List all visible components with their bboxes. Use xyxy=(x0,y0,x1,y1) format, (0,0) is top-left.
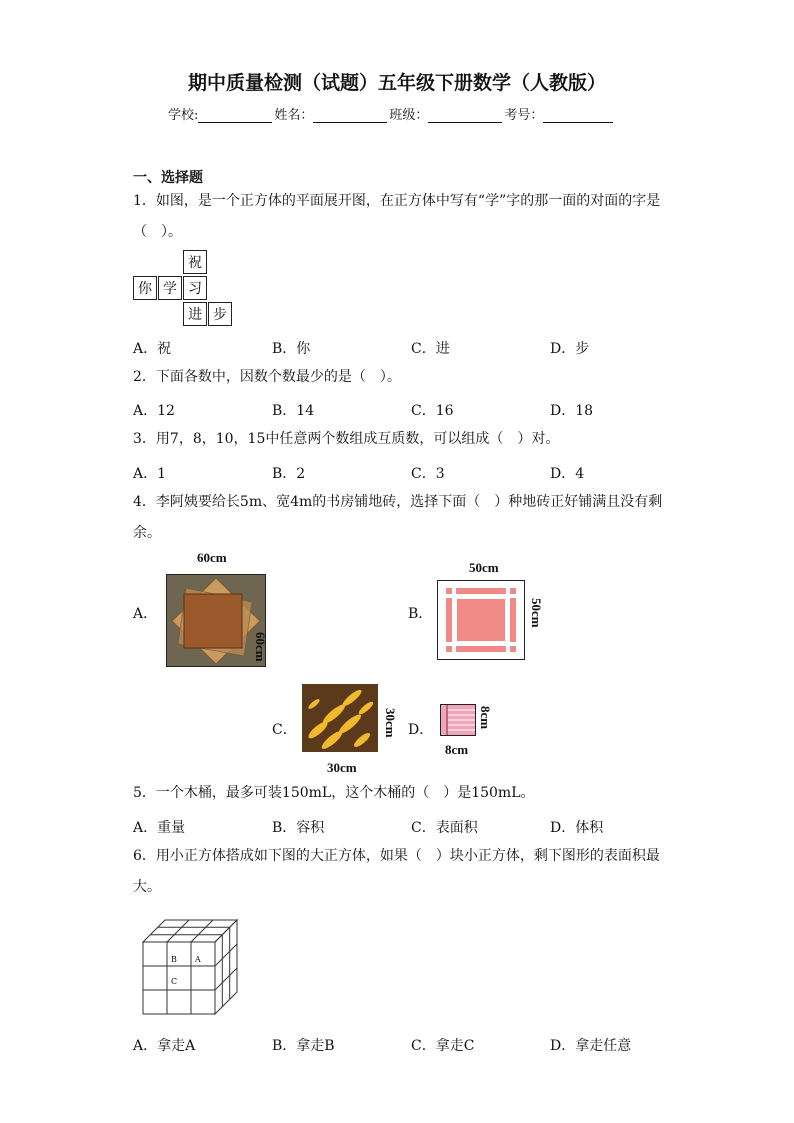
tile-b-figure[interactable] xyxy=(437,580,525,660)
cube-label-a: A xyxy=(195,955,201,964)
question-2-options xyxy=(133,400,689,420)
tile-c-figure[interactable] xyxy=(302,684,378,752)
option-a[interactable]: A．1 xyxy=(133,466,167,482)
option-d[interactable]: D．步 xyxy=(550,341,590,357)
cube-figure xyxy=(140,917,242,1019)
question-6-options xyxy=(133,1035,689,1055)
question-1-options xyxy=(133,338,689,358)
option-b[interactable]: B．你 xyxy=(272,341,311,357)
school-label: 学校: xyxy=(168,108,199,123)
page-title: 期中质量检测（试题）五年级下册数学（人教版） xyxy=(187,72,606,94)
option-a[interactable]: A．拿走A xyxy=(133,1038,196,1054)
question-5-options xyxy=(133,817,689,837)
question-1-text: 1．如图，是一个正方体的平面展开图，在正方体中写有“学”字的那一面的对面的字是（ ）。 xyxy=(133,193,661,240)
option-b[interactable]: B．14 xyxy=(272,403,315,419)
tile-d-side-dim: 8cm xyxy=(478,706,493,730)
tile-c-side-dim: 30cm xyxy=(383,708,398,738)
net-cell-ni: 你 xyxy=(133,276,157,300)
net-cell-zhu: 祝 xyxy=(183,250,207,274)
tile-a-figure[interactable] xyxy=(166,574,266,667)
option-d[interactable]: D．18 xyxy=(550,403,594,419)
option-a[interactable]: A．12 xyxy=(133,403,175,419)
option-d[interactable]: D．4 xyxy=(550,466,585,482)
tile-d-label[interactable]: D． xyxy=(408,722,434,738)
tile-b-top-dim: 50cm xyxy=(469,560,499,575)
student-info xyxy=(168,104,615,123)
option-c[interactable]: C．拿走C xyxy=(411,1038,475,1054)
question-4-text: 4．李阿姨要给长5m、宽4m的书房铺地砖，选择下面（ ）种地砖正好铺满且没有剩余。 xyxy=(133,494,663,541)
name-blank[interactable] xyxy=(313,110,387,123)
option-d[interactable]: D．拿走任意 xyxy=(550,1038,632,1054)
option-b[interactable]: B．拿走B xyxy=(272,1038,335,1054)
net-cell-bu: 步 xyxy=(208,302,232,326)
tile-c-label[interactable]: C． xyxy=(272,722,297,738)
option-c[interactable]: C．进 xyxy=(411,341,450,357)
question-6-text: 6．用小正方体搭成如下图的大正方体，如果（ ）块小正方体，剩下图形的表面积最大。 xyxy=(133,848,660,895)
tile-d-figure[interactable] xyxy=(440,704,476,736)
option-a[interactable]: A．祝 xyxy=(133,341,172,357)
tile-a-top-dim: 60cm xyxy=(197,550,227,565)
tile-c-bottom-dim: 30cm xyxy=(327,760,357,775)
class-blank[interactable] xyxy=(428,110,502,123)
tile-b-label[interactable]: B． xyxy=(408,606,433,622)
tile-a-label[interactable]: A． xyxy=(133,606,158,622)
number-blank[interactable] xyxy=(543,110,613,123)
name-label: 姓名： xyxy=(274,108,314,123)
cube-label-c: C xyxy=(171,977,178,986)
tile-b-side-dim: 50cm xyxy=(529,598,544,628)
question-2-text: 2．下面各数中，因数个数最少的是（ ）。 xyxy=(133,369,401,385)
question-3-options xyxy=(133,463,689,483)
option-c[interactable]: C．表面积 xyxy=(411,820,478,836)
school-blank[interactable] xyxy=(198,110,272,123)
net-cell-xi: 习 xyxy=(183,276,207,300)
cube-label-b: B xyxy=(171,955,177,964)
tile-a-side-dim: 60cm xyxy=(253,632,268,662)
option-b[interactable]: B．2 xyxy=(272,466,306,482)
question-5-text: 5．一个木桶，最多可装150mL，这个木桶的（ ）是150mL。 xyxy=(133,785,535,801)
number-label: 考号： xyxy=(504,108,544,123)
option-c[interactable]: C．3 xyxy=(411,466,445,482)
tile-d-bottom-dim: 8cm xyxy=(445,742,469,757)
net-cell-xue: 学 xyxy=(158,276,182,300)
option-c[interactable]: C．16 xyxy=(411,403,454,419)
section-heading: 一、选择题 xyxy=(133,170,203,186)
question-3-text: 3．用7，8，10，15中任意两个数组成互质数，可以组成（ ）对。 xyxy=(133,431,560,447)
class-label: 班级： xyxy=(389,108,429,123)
net-cell-jin: 进 xyxy=(183,302,207,326)
option-a[interactable]: A．重量 xyxy=(133,820,186,836)
option-d[interactable]: D．体积 xyxy=(550,820,604,836)
option-b[interactable]: B．容积 xyxy=(272,820,325,836)
